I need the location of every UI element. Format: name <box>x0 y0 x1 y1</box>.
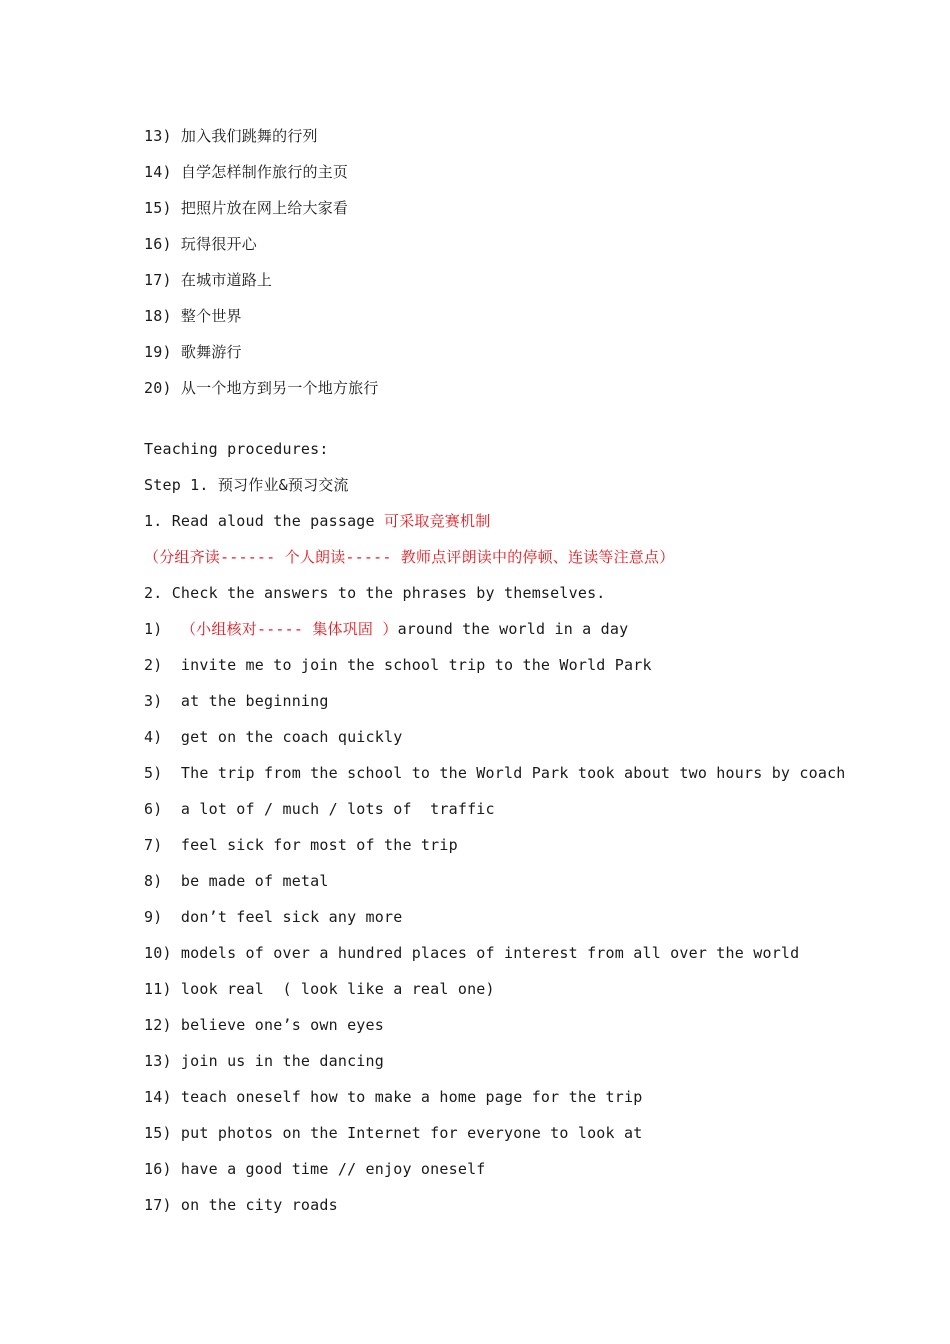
answer-item: 6) a lot of / much / lots of traffic <box>144 800 495 818</box>
answer-item: 9) don’t feel sick any more <box>144 908 403 926</box>
instruction-1-text: 1. Read aloud the passage <box>144 512 384 530</box>
chinese-list-item: 16) 玩得很开心 <box>144 235 257 253</box>
answer-item: 16) have a good time // enjoy oneself <box>144 1160 486 1178</box>
instruction-2: 2. Check the answers to the phrases by themselves. <box>144 584 606 602</box>
chinese-list-item: 13) 加入我们跳舞的行列 <box>144 127 318 145</box>
answer-item: 14) teach oneself how to make a home page for the trip <box>144 1088 643 1106</box>
chinese-list-item: 20) 从一个地方到另一个地方旅行 <box>144 379 379 397</box>
chinese-list-item: 19) 歌舞游行 <box>144 343 242 361</box>
answer-item: 8) be made of metal <box>144 872 329 890</box>
answer-item: 7) feel sick for most of the trip <box>144 836 458 854</box>
answer-item: 17) on the city roads <box>144 1196 338 1214</box>
chinese-list-item: 15) 把照片放在网上给大家看 <box>144 199 349 217</box>
teacher-note: 可采取竞赛机制 <box>384 512 491 530</box>
answer-item: 11) look real ( look like a real one) <box>144 980 495 998</box>
answer-text: around the world in a day <box>397 620 629 638</box>
step-heading: Step 1. 预习作业&预习交流 <box>144 476 349 494</box>
chinese-list-item: 14) 自学怎样制作旅行的主页 <box>144 163 349 181</box>
teacher-note-detail: （分组齐读------ 个人朗读----- 教师点评朗读中的停顿、连读等注意点） <box>144 548 675 566</box>
answer-item: 15) put photos on the Internet for everyone to look at <box>144 1124 643 1142</box>
answer-item: 3) at the beginning <box>144 692 329 710</box>
answer-item: 13) join us in the dancing <box>144 1052 384 1070</box>
chinese-list-item: 17) 在城市道路上 <box>144 271 273 289</box>
answer-item: 5) The trip from the school to the World Park took about two hours by coach <box>144 764 846 782</box>
answer-number: 1) <box>144 620 181 638</box>
answer-item: 4) get on the coach quickly <box>144 728 403 746</box>
section-heading: Teaching procedures: <box>144 440 329 458</box>
answer-item: 10) models of over a hundred places of interest from all over the world <box>144 944 800 962</box>
answer-item <box>144 619 628 639</box>
answer-item: 12) believe one’s own eyes <box>144 1016 384 1034</box>
instruction-1 <box>144 511 490 531</box>
teacher-note: （小组核对----- 集体巩固 ） <box>180 620 398 638</box>
chinese-list-item: 18) 整个世界 <box>144 307 242 325</box>
answer-item: 2) invite me to join the school trip to the World Park <box>144 656 652 674</box>
